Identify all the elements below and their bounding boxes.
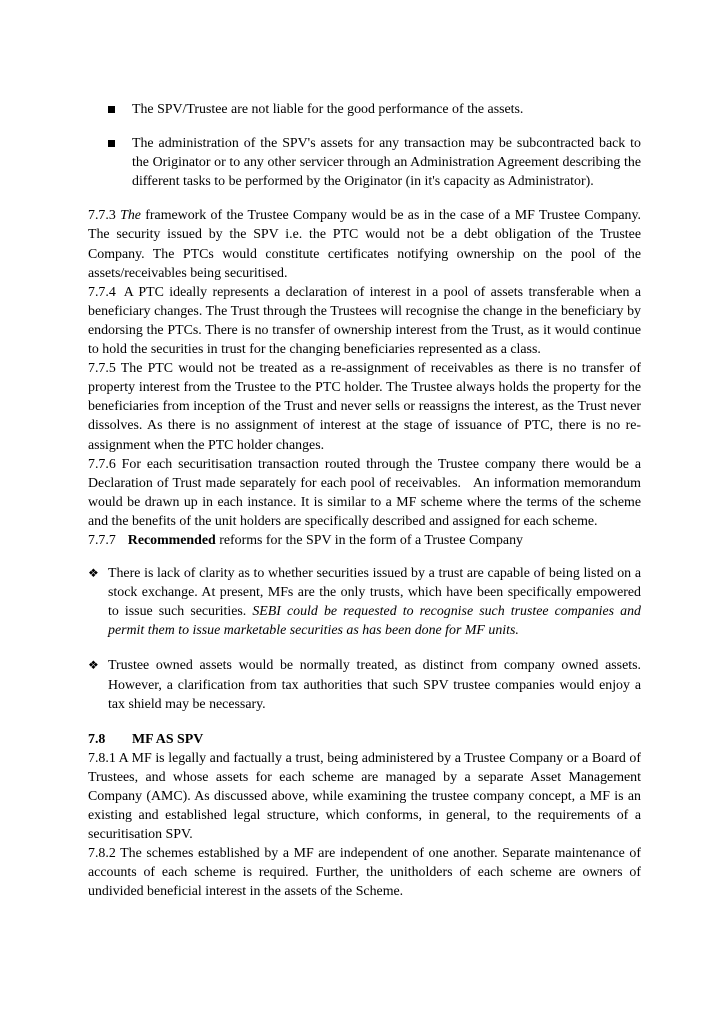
section-number: 7.8.2 — [88, 846, 116, 862]
bullet-text: There is lack of clarity as to whether securities issued by a trust are capable of being listed on a stock exchange. At present, MFs are the only trusts, which have been specifically empowered to issue such securities. — [108, 566, 641, 620]
diamond-bullet-icon: ❖ — [88, 566, 99, 581]
paragraph-7-7-6 — [88, 455, 645, 531]
paragraph-text: The PTC would not be treated as a re-assignment of receivables as there is no transfer of property interest from the Trustee to the PTC holder. The Trustee always holds the property for the beneficiaries from inception of the Trust and never sells or reassigns the interest, as the Trust never dissolves. As there is no assignment of interest at the stage of issuance of PTC, there is no re-assignment when the PTC holder changes. — [88, 361, 641, 453]
bold-text: Recommended — [127, 532, 216, 548]
list-item — [88, 100, 641, 119]
paragraph-7-7-4 — [88, 283, 641, 359]
bullet-text: The administration of the SPV's assets for any transaction may be subcontracted back to the Originator or to any other servicer through an Administration Agreement describing the different tasks to be performed by the Originator (in it's capacity as Administrator). — [132, 136, 641, 190]
paragraph-7-7-3 — [88, 206, 641, 282]
diamond-bullet-icon: ❖ — [88, 658, 99, 673]
diamond-bullet-list — [88, 564, 641, 714]
paragraph-text: reforms for the SPV in the form of a Trustee Company — [215, 532, 523, 548]
paragraph-7-7-5 — [88, 359, 641, 454]
paragraph-text: A MF is legally and factually a trust, being administered by a Trustee Company or a Board of Trustees, and whose assets for each scheme are managed by a separate Asset Management Company (AMC). As discussed above, while examining the trustee company concept, a MF is an existing and established legal structure, which conforms, in general, to the requirements of a securitisation SPV. — [88, 750, 641, 843]
bullet-text: Trustee owned assets would be normally treated, as distinct from company owned assets. However, a clarification from tax authorities that such SPV trustee companies would enjoy a tax shield may be necessary. — [108, 658, 641, 712]
square-bullet-icon — [108, 106, 115, 113]
italic-text: The — [120, 208, 141, 224]
paragraph-7-7-7 — [88, 531, 641, 550]
paragraph-text: A PTC ideally represents a declaration of interest in a pool of assets transferable when a beneficiary changes. The Trust through the Trustees will recognise the change in the beneficiary by endorsing the PTCs. There is no transfer of ownership interest from the Trust, as it would continue to hold the securities in trust for the changing beneficiaries represented as a class. — [88, 284, 641, 358]
italic-text: SEBI could be requested to recognise such trustee companies and permit them to issue marketable securities as has been done for MF units. — [108, 604, 641, 639]
section-number: 7.7.7 — [88, 532, 116, 548]
paragraph-text: framework of the Trustee Company would be as in the case of a MF Trustee Company. The security issued by the SPV i.e. the PTC would not be a debt obligation of the Trustee Company. The PTCs would constitute certificates notifying ownership on the pool of the assets/receivables being securitised. — [88, 208, 641, 281]
bullet-text: The SPV/Trustee are not liable for the good performance of the assets. — [132, 102, 524, 117]
section-number: 7.7.5 — [88, 361, 116, 377]
paragraph-7-8-1 — [88, 749, 641, 844]
section-number: 7.7.6 — [88, 456, 116, 472]
section-number: 7.8.1 — [88, 750, 116, 766]
section-number: 7.7.3 — [88, 208, 116, 224]
section-number: 7.7.4 — [88, 284, 116, 300]
square-bullet-list — [88, 100, 641, 191]
section-number: 7.8 — [88, 731, 106, 747]
paragraph-text: For each securitisation transaction routed through the Trustee company there would be a Declaration of Trust made separately for each pool of receivables. An information memorandum would be drawn up in each instance. It is similar to a MF scheme where the terms of the scheme and the benefits of the unit holders are specifically described and assigned for each scheme. — [88, 456, 645, 529]
list-item — [88, 564, 641, 640]
paragraph-7-8-2 — [88, 844, 641, 901]
paragraph-text: The schemes established by a MF are independent of one another. Separate maintenance of accounts of each scheme is required. Further, the unitholders of each scheme are owners of undivided beneficial interest in the assets of the Scheme. — [88, 846, 641, 900]
section-heading-7-8 — [88, 730, 641, 749]
list-item — [88, 656, 641, 713]
section-title: MF AS SPV — [132, 731, 204, 747]
square-bullet-icon — [108, 140, 115, 147]
list-item — [88, 134, 641, 191]
document-page — [88, 100, 645, 902]
